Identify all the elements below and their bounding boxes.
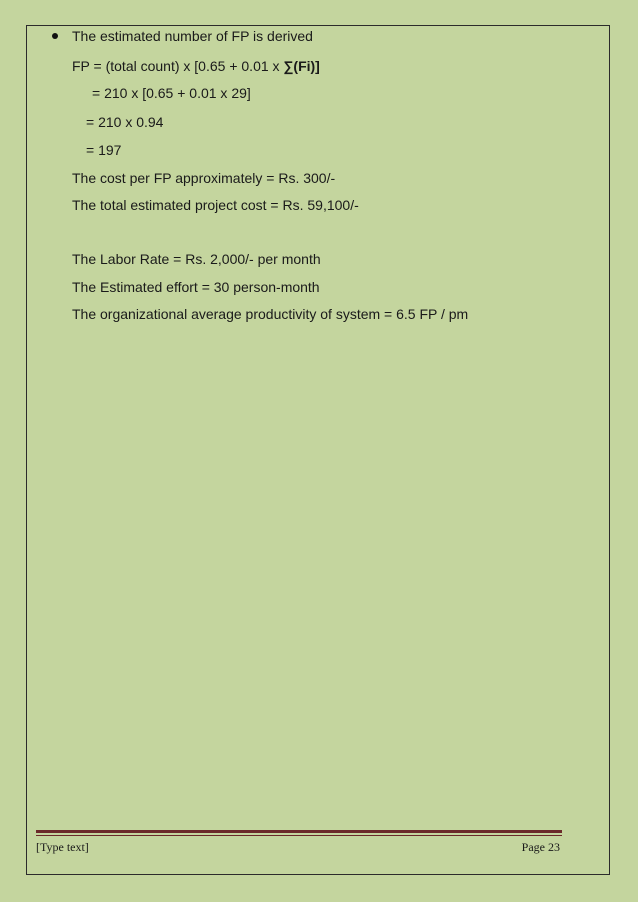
calc-line-3: = 197 — [86, 142, 122, 158]
footer-rule-thin — [36, 835, 562, 836]
bullet-line: The estimated number of FP is derived — [72, 28, 313, 44]
calc-line-2: = 210 x 0.94 — [86, 114, 164, 130]
footer-rule-thick — [36, 830, 562, 833]
total-cost: The total estimated project cost = Rs. 59,100/- — [72, 197, 359, 213]
footer-left-text: [Type text] — [36, 840, 89, 854]
fp-formula-prefix: FP = (total count) x [0.65 + 0.01 x — [72, 58, 284, 74]
bullet-icon — [52, 33, 58, 39]
fp-formula — [72, 58, 320, 75]
cost-per-fp: The cost per FP approximately = Rs. 300/- — [72, 170, 336, 186]
labor-rate: The Labor Rate = Rs. 2,000/- per month — [72, 251, 321, 267]
estimated-effort: The Estimated effort = 30 person-month — [72, 279, 320, 295]
fp-formula-sum: ∑(Fi)] — [283, 58, 320, 74]
productivity: The organizational average productivity of system = 6.5 FP / pm — [72, 306, 469, 322]
footer-page-number: Page 23 — [521, 840, 560, 854]
calc-line-1: = 210 x [0.65 + 0.01 x 29] — [92, 85, 251, 101]
